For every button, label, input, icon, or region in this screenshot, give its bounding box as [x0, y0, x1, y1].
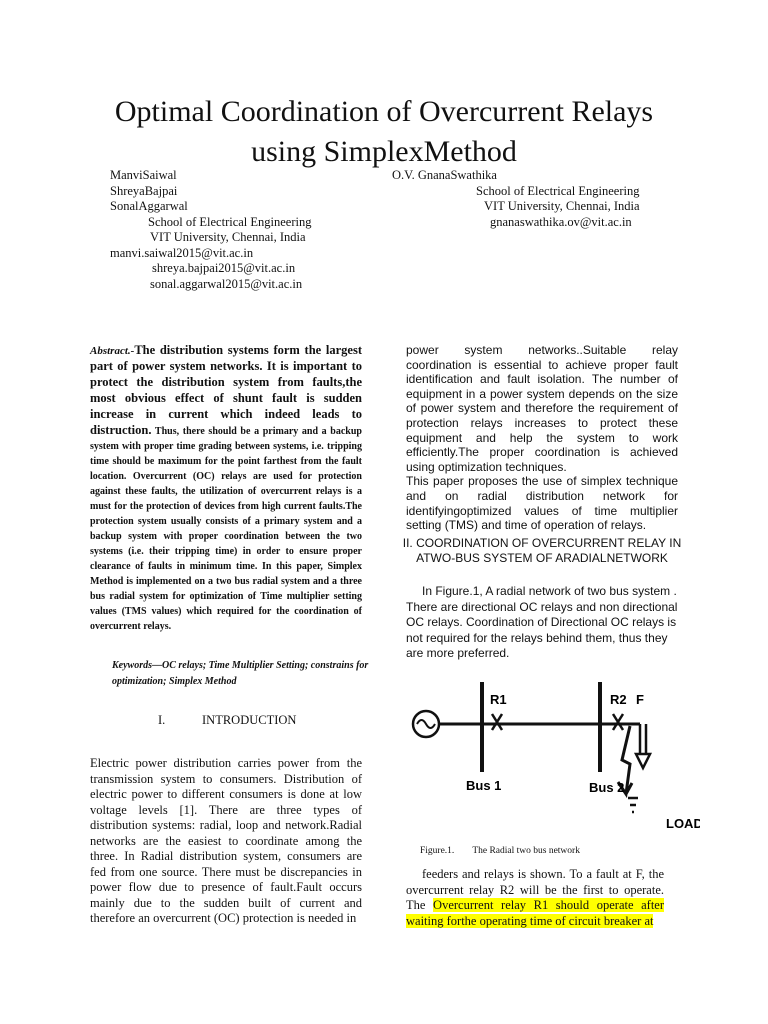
author-email: sonal.aggarwal2015@vit.ac.in	[150, 276, 303, 291]
author-email: shreya.bajpai2015@vit.ac.in	[152, 261, 296, 275]
title-line-2: using SimplexMethod	[251, 135, 517, 168]
section-title: INTRODUCTION	[202, 713, 297, 727]
section-heading-2: II. COORDINATION OF OVERCURRENT RELAY IN ATWO-BUS SYSTEM OF ARADIALNETWORK	[402, 536, 682, 565]
title-line-1: Optimal Coordination of Overcurrent Relays	[114, 95, 654, 128]
abstract-text: Thus, there should be a primary and a backup system with proper time grading between systems, i.e. tripping time should be maximum for the point farthest from the fault location. Overcurrent (OC) relays are used for protection against these faults, the utilization of overcurrent relays is a must for the protection of devices from high current faults.The protection system usually consists of a primary system and a backup system with proper coordination between the two systems (i.e. their tripping time) in order to ensure proper clearance of faults in minimum time. In this paper, Simplex Method is implemented on a two bus radial system and a three bus radial system for optimization of Time multiplier setting values (TMS values) which required for the coordination of overcurrent relays.	[90, 426, 362, 632]
label-r2: R2	[610, 692, 627, 707]
caption-number: Figure.1.	[420, 846, 455, 856]
author-affiliation: School of Electrical Engineering	[476, 183, 640, 198]
caption-text: The Radial two bus network	[472, 846, 580, 856]
keywords: Keywords—OC relays; Time Multiplier Setting; constrains for optimization; Simplex Method	[112, 660, 369, 687]
label-load: LOAD	[666, 816, 700, 831]
author-university: VIT University, Chennai, India	[150, 230, 306, 244]
abstract-lead: Abstract.-	[90, 345, 135, 357]
label-r1: R1	[490, 692, 507, 707]
label-f: F	[636, 692, 644, 707]
author-name: SonalAggarwal	[110, 199, 188, 213]
author-name: ShreyaBajpai	[110, 183, 178, 198]
author-affiliation: School of Electrical Engineering	[148, 214, 312, 229]
author-name: ManviSaiwal	[110, 168, 177, 182]
abstract-big-text: The distribution systems form the largest part of power system networks. It is important to protect the distribution system from faults,the most obvious effect of shunt fault is sudden increase in current which indeed leads to distruction.	[90, 343, 362, 437]
label-bus-1: Bus 1	[466, 778, 502, 793]
section-2-body	[406, 584, 678, 662]
label-bus-2: Bus 2	[589, 780, 625, 795]
author-email: gnanaswathika.ov@vit.ac.in	[490, 214, 632, 229]
right-column-bottom-text	[406, 867, 664, 929]
figure-caption	[420, 846, 598, 856]
paragraph: This paper proposes the use of simplex technique and on radial distribution network for identifyingoptimized values of time multiplier setting (TMS) and time of operation of relays.	[406, 474, 678, 533]
highlighted-text: Overcurrent relay R1 should operate after waiting forthe operating time of circuit breaker at	[406, 898, 665, 928]
introduction-body: Electric power distribution carries power from the transmission system to consumers. Distribution of electric power to different consumers is done at low voltage levels [1]. There are three types of distribution systems: radial, loop and network.Radial networks are the easiest to coordinate among the three. In Radial distribution system, consumers are fed from one source. There must be discrepancies in power flow due to presence of fault.Fault occurs mainly due to the sudden built of current and therefore an overcurrent (OC) protection is needed in	[90, 756, 362, 925]
author-email: manvi.saiwal2015@vit.ac.in	[110, 245, 254, 260]
relay-r2-icon	[613, 714, 623, 730]
load-arrow-icon	[636, 754, 650, 768]
authors-right-block	[392, 168, 652, 230]
right-column-text	[406, 343, 678, 533]
author-university: VIT University, Chennai, India	[484, 199, 640, 213]
sine-wave-icon	[417, 720, 435, 728]
figure-radial-two-bus	[404, 664, 700, 846]
circuit-diagram	[404, 664, 700, 846]
author-name: O.V. GnanaSwathika	[392, 168, 497, 182]
section-2-text: In Figure.1, A radial network of two bus system . There are directional OC relays and non directional OC relays. Coordination of Directional OC relays is not required for the relays behind them, thus they are more preferred.	[406, 584, 678, 660]
paragraph: power system networks..Suitable relay coordination is essential to achieve proper fault identification and fault isolation. The number of equipment in a power system depends on the size of power system and therefore the requirement of protection relays increases to protect these equipment and help the system to work efficiently.The proper coordination is achieved using optimization techniques.	[406, 343, 678, 474]
paper-title	[60, 92, 708, 172]
relay-r1-icon	[492, 714, 502, 730]
section-numeral: I.	[158, 713, 166, 727]
authors-left-block	[110, 168, 311, 292]
paragraph-text: feeders and relays is shown. To a fault at F, the overcurrent relay R2 will be the first to operate. The	[406, 867, 664, 912]
abstract	[90, 343, 362, 634]
